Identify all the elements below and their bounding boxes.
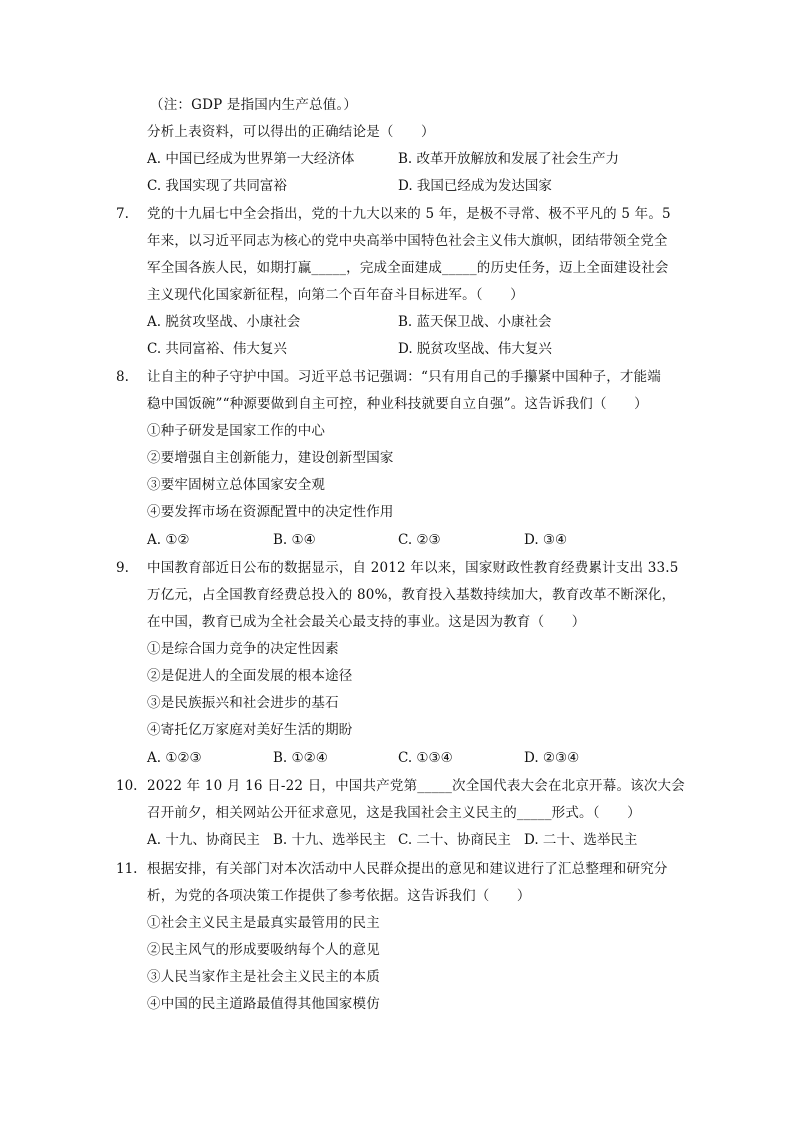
question-8-choice: ③要牢固树立总体国家安全观 xyxy=(147,477,326,493)
question-9-choice: ①是综合国力竞争的决定性因素 xyxy=(147,641,339,657)
q8-option-a[interactable]: A. ①② xyxy=(147,532,190,548)
q8-option-b[interactable]: B. ①④ xyxy=(273,532,316,548)
question-7-number: 7. xyxy=(116,206,129,222)
question-9-choice: ②是促进人的全面发展的根本途径 xyxy=(147,668,353,684)
question-9-line: 中国教育部近日公布的数据显示，自 2012 年以来，国家财政性教育经费累计支出 33.5 xyxy=(147,560,679,576)
question-10-number: 10. xyxy=(116,778,138,794)
q10-option-c[interactable]: C. 二十、协商民主 xyxy=(398,832,511,848)
q7-option-c[interactable]: C. 共同富裕、伟大复兴 xyxy=(147,341,287,357)
question-9-line: 万亿元，占全国教育经费总投入的 80%，教育投入基数持续加大，教育改革不断深化， xyxy=(147,587,676,603)
q8-option-d[interactable]: D. ③④ xyxy=(524,532,568,548)
question-10-line: 2022 年 10 月 16 日-22 日，中国共产党第_____次全国代表大会在北京开幕。该次大会 xyxy=(147,778,685,794)
q6-option-a[interactable]: A. 中国已经成为世界第一大经济体 xyxy=(147,151,355,167)
gdp-note: （注：GDP 是指国内生产总值。） xyxy=(150,97,358,113)
question-8-line: 稳中国饭碗”“种源要做到自主可控，种业科技就要自立自强”。这告诉我们（ ） xyxy=(147,396,648,412)
question-11-choice: ③人民当家作主是社会主义民主的本质 xyxy=(147,969,380,985)
question-11-line: 析，为党的各项决策工作提供了参考依据。这告诉我们（ ） xyxy=(147,888,531,904)
question-9-number: 9. xyxy=(116,560,129,576)
question-8-line: 让自主的种子守护中国。习近平总书记强调：“只有用自己的手攥紧中国种子，才能端 xyxy=(147,369,662,385)
question-8-number: 8. xyxy=(116,369,129,385)
question-7-line: 年来，以习近平同志为核心的党中央高举中国特色社会主义伟大旗帜，团结带领全党全 xyxy=(147,233,668,249)
q10-option-d[interactable]: D. 二十、选举民主 xyxy=(524,832,638,848)
q9-option-a[interactable]: A. ①②③ xyxy=(147,750,202,766)
q6-option-d[interactable]: D. 我国已经成为发达国家 xyxy=(398,178,552,194)
question-8-choice: ②要增强自主创新能力，建设创新型国家 xyxy=(147,450,394,466)
question-7-line: 军全国各族人民，如期打赢_____，完成全面建成_____的历史任务，迈上全面建设社会 xyxy=(147,260,669,276)
question-11-choice: ①社会主义民主是最真实最管用的民主 xyxy=(147,915,380,931)
q8-option-c[interactable]: C. ②③ xyxy=(398,532,441,548)
question-11-number: 11. xyxy=(116,861,138,877)
question-6-stem: 分析上表资料，可以得出的正确结论是（ ） xyxy=(147,124,435,140)
question-9-choice: ③是民族振兴和社会进步的基石 xyxy=(147,695,339,711)
question-11-choice: ②民主风气的形成要吸纳每个人的意见 xyxy=(147,942,380,958)
q9-option-c[interactable]: C. ①③④ xyxy=(398,750,453,766)
q6-option-b[interactable]: B. 改革开放解放和发展了社会生产力 xyxy=(398,151,620,167)
question-10-line: 召开前夕，相关网站公开征求意见，这是我国社会主义民主的_____形式。（ ） xyxy=(147,805,641,821)
q7-option-a[interactable]: A. 脱贫攻坚战、小康社会 xyxy=(147,314,301,330)
question-7-line: 党的十九届七中全会指出，党的十九大以来的 5 年，是极不寻常、极不平凡的 5 年。5 xyxy=(147,206,671,222)
question-11-choice: ④中国的民主道路最值得其他国家模仿 xyxy=(147,996,380,1012)
q9-option-d[interactable]: D. ②③④ xyxy=(524,750,580,766)
q10-option-a[interactable]: A. 十九、协商民主 xyxy=(147,832,260,848)
q9-option-b[interactable]: B. ①②④ xyxy=(273,750,328,766)
q7-option-b[interactable]: B. 蓝天保卫战、小康社会 xyxy=(398,314,552,330)
question-7-line: 主义现代化国家新征程，向第二个百年奋斗目标进军。（ ） xyxy=(147,287,524,303)
question-9-line: 在中国，教育已成为全社会最关心最支持的事业。这是因为教育（ ） xyxy=(147,614,586,630)
question-8-choice: ④要发挥市场在资源配置中的决定性作用 xyxy=(147,504,394,520)
question-9-choice: ④寄托亿万家庭对美好生活的期盼 xyxy=(147,722,353,738)
q10-option-b[interactable]: B. 十九、选举民主 xyxy=(273,832,387,848)
question-8-choice: ①种子研发是国家工作的中心 xyxy=(147,423,326,439)
q7-option-d[interactable]: D. 脱贫攻坚战、伟大复兴 xyxy=(398,341,552,357)
question-11-line: 根据安排，有关部门对本次活动中人民群众提出的意见和建议进行了汇总整理和研究分 xyxy=(147,861,668,877)
q6-option-c[interactable]: C. 我国实现了共同富裕 xyxy=(147,178,287,194)
